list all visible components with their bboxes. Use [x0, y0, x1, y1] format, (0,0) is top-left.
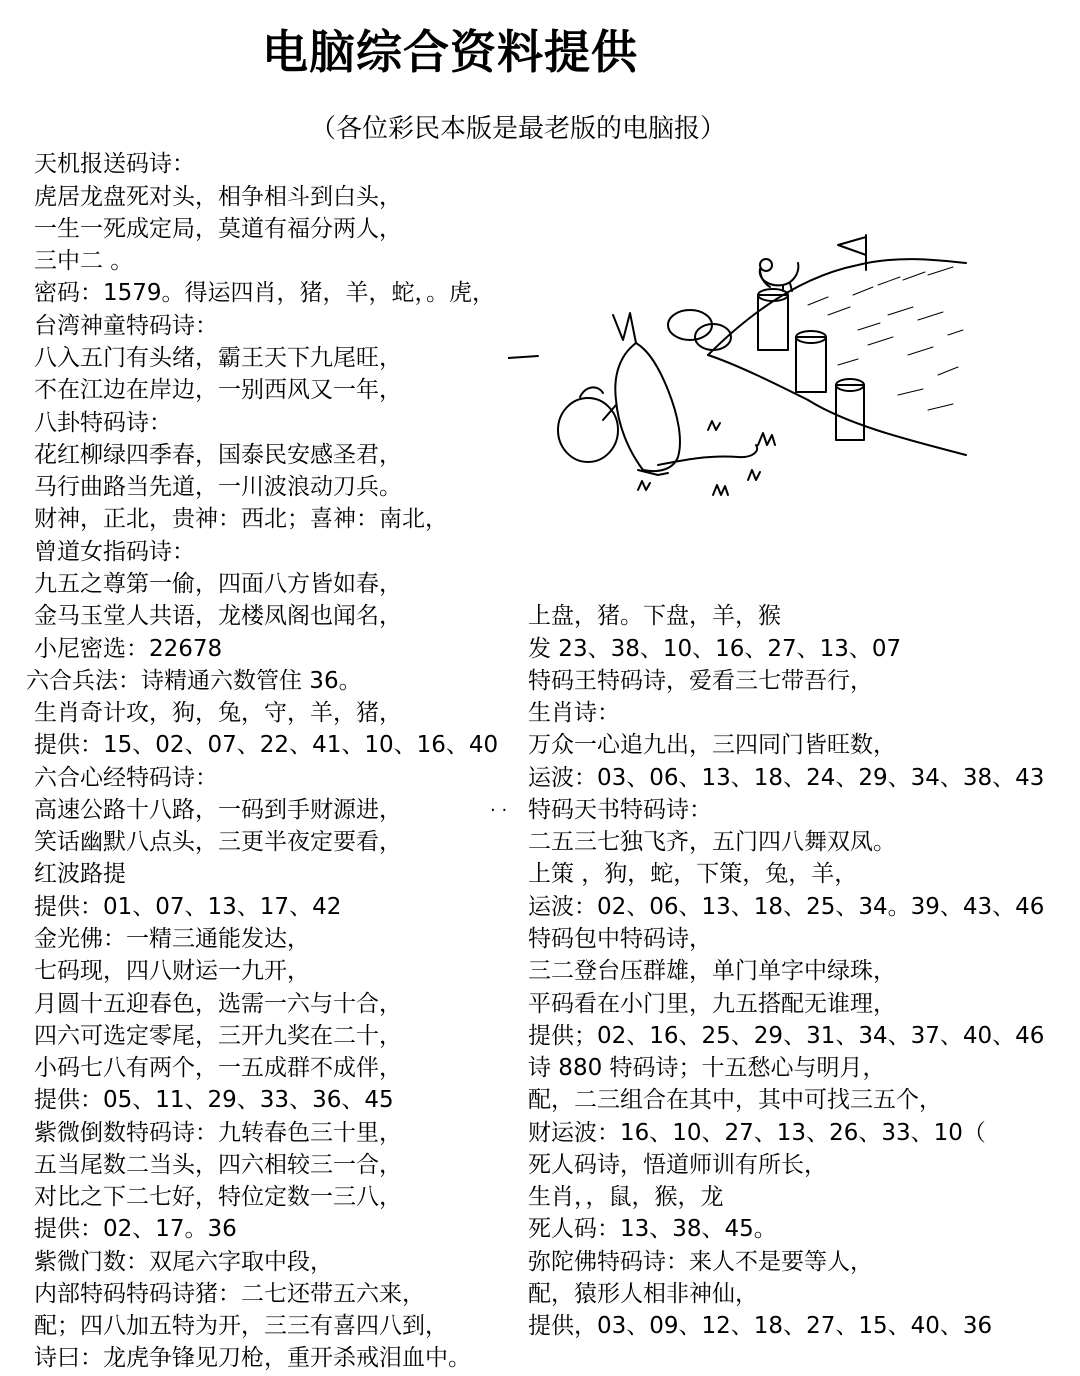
left-line: 生肖奇计攻，狗，兔，守，羊，猪， [34, 700, 402, 726]
right-line: 提供；02、16、25、29、31、34、37、40、46 [528, 1023, 1045, 1049]
page-subtitle: （各位彩民本版是最老版的电脑报） [310, 114, 727, 144]
left-line: 金马玉堂人共语，龙楼凤阁也闻名， [34, 603, 402, 629]
left-line: 金光佛：一精三通能发达， [34, 926, 310, 952]
right-line: 提供，03、09、12、18、27、15、40、36 [528, 1313, 993, 1339]
left-line: 配；四八加五特为开，三三有喜四八到， [34, 1313, 448, 1339]
left-line: 密码：1579。得运四肖，猪，羊，蛇，。虎， [34, 280, 496, 306]
left-line: 不在江边在岸边，一别西风又一年， [34, 377, 402, 403]
left-line: 提供：02、17。36 [34, 1216, 237, 1242]
left-line: 提供：01、07、13、17、42 [34, 894, 342, 920]
left-line: 八卦特码诗： [34, 410, 172, 436]
right-line: 特码包中特码诗， [528, 926, 712, 952]
left-line: 六合兵法：诗精通六数管住 36。 [26, 668, 362, 694]
right-line: 上盘，猪。下盘，羊，猴 [528, 603, 781, 629]
left-line: 红波路提 [34, 861, 126, 887]
left-line: 四六可选定零尾，三开九奖在二十， [34, 1023, 402, 1049]
left-line: 对比之下二七好，特位定数一三八， [34, 1184, 402, 1210]
right-line: 发 23、38、10、16、27、13、07 [528, 636, 902, 662]
right-line: 弥陀佛特码诗：来人不是要等人， [528, 1249, 873, 1275]
left-line: 提供：15、02、07、22、41、10、16、40 [34, 732, 499, 758]
left-line: 马行曲路当先道，一川波浪动刀兵。 [34, 474, 402, 500]
right-line: 生肖诗： [528, 700, 620, 726]
left-line: 天机报送码诗： [34, 151, 195, 177]
left-line: 五当尾数二当头，四六相较三一合， [34, 1152, 402, 1178]
right-line: 万众一心追九出，三四同门皆旺数， [528, 732, 896, 758]
left-line: 八入五门有头绪，霸王天下九尾旺， [34, 345, 402, 371]
left-line: 高速公路十八路，一码到手财源进， [34, 797, 402, 823]
left-line: 财神，正北，贵神：西北；喜神：南北， [34, 506, 448, 532]
right-line: 平码看在小门里，九五搭配无谁理， [528, 991, 896, 1017]
left-line: 三中二 。 [34, 248, 134, 274]
right-line: 运波：02、06、13、18、25、34。39、43、46 [528, 894, 1045, 920]
right-line: 二五三七独飞齐，五门四八舞双凤。 [528, 829, 896, 855]
left-line: 紫微门数：双尾六字取中段， [34, 1249, 333, 1275]
right-line: 运波：03、06、13、18、24、29、34、38、43 [528, 765, 1045, 791]
left-line: 紫微倒数特码诗：九转春色三十里， [34, 1120, 402, 1146]
right-line: 诗 880 特码诗；十五愁心与明月， [528, 1055, 886, 1081]
right-line: 配，猿形人相非神仙， [528, 1281, 758, 1307]
left-line: 六合心经特码诗： [34, 765, 218, 791]
left-line: 笑话幽默八点头，三更半夜定要看， [34, 829, 402, 855]
left-line: 虎居龙盘死对头，相争相斗到白头， [34, 184, 402, 210]
right-line: 死人码诗，悟道师训有所长， [528, 1152, 827, 1178]
right-line: 上策 ，狗，蛇，下策，兔，羊， [528, 861, 858, 887]
right-line: 财运波：16、10、27、13、26、33、10（ [528, 1120, 986, 1146]
page-title: 电脑综合资料提供 [262, 25, 638, 79]
left-line: 曾道女指码诗： [34, 539, 195, 565]
right-line: 三二登台压群雄，单门单字中绿珠， [528, 958, 896, 984]
left-line: 小尼密选：22678 [34, 636, 223, 662]
left-line: 小码七八有两个，一五成群不成伴， [34, 1055, 402, 1081]
left-line: 台湾神童特码诗： [34, 313, 218, 339]
separator-dots: · · [490, 800, 508, 821]
right-line: 特码王特码诗，爱看三七带吾行， [528, 668, 873, 694]
right-line: 配，二三组合在其中，其中可找三五个， [528, 1087, 942, 1113]
left-line: 内部特码特码诗猪：二七还带五六来， [34, 1281, 425, 1307]
left-line: 诗曰：龙虎争锋见刀枪，重开杀戒泪血中。 [34, 1345, 471, 1371]
left-line: 月圆十五迎春色，选需一六与十合， [34, 991, 402, 1017]
right-line: 特码天书特码诗： [528, 797, 712, 823]
kangaroo-illustration [508, 225, 970, 525]
right-line: 死人码：13、38、45。 [528, 1216, 777, 1242]
left-line: 一生一死成定局，莫道有福分两人， [34, 216, 402, 242]
left-line: 提供：05、11、29、33、36、45 [34, 1087, 394, 1113]
left-line: 九五之尊第一偷，四面八方皆如春， [34, 571, 402, 597]
left-line: 七码现，四八财运一九开， [34, 958, 310, 984]
right-line: 生肖，，鼠，猴，龙 [528, 1184, 724, 1210]
left-line: 花红柳绿四季春，国泰民安感圣君， [34, 442, 402, 468]
